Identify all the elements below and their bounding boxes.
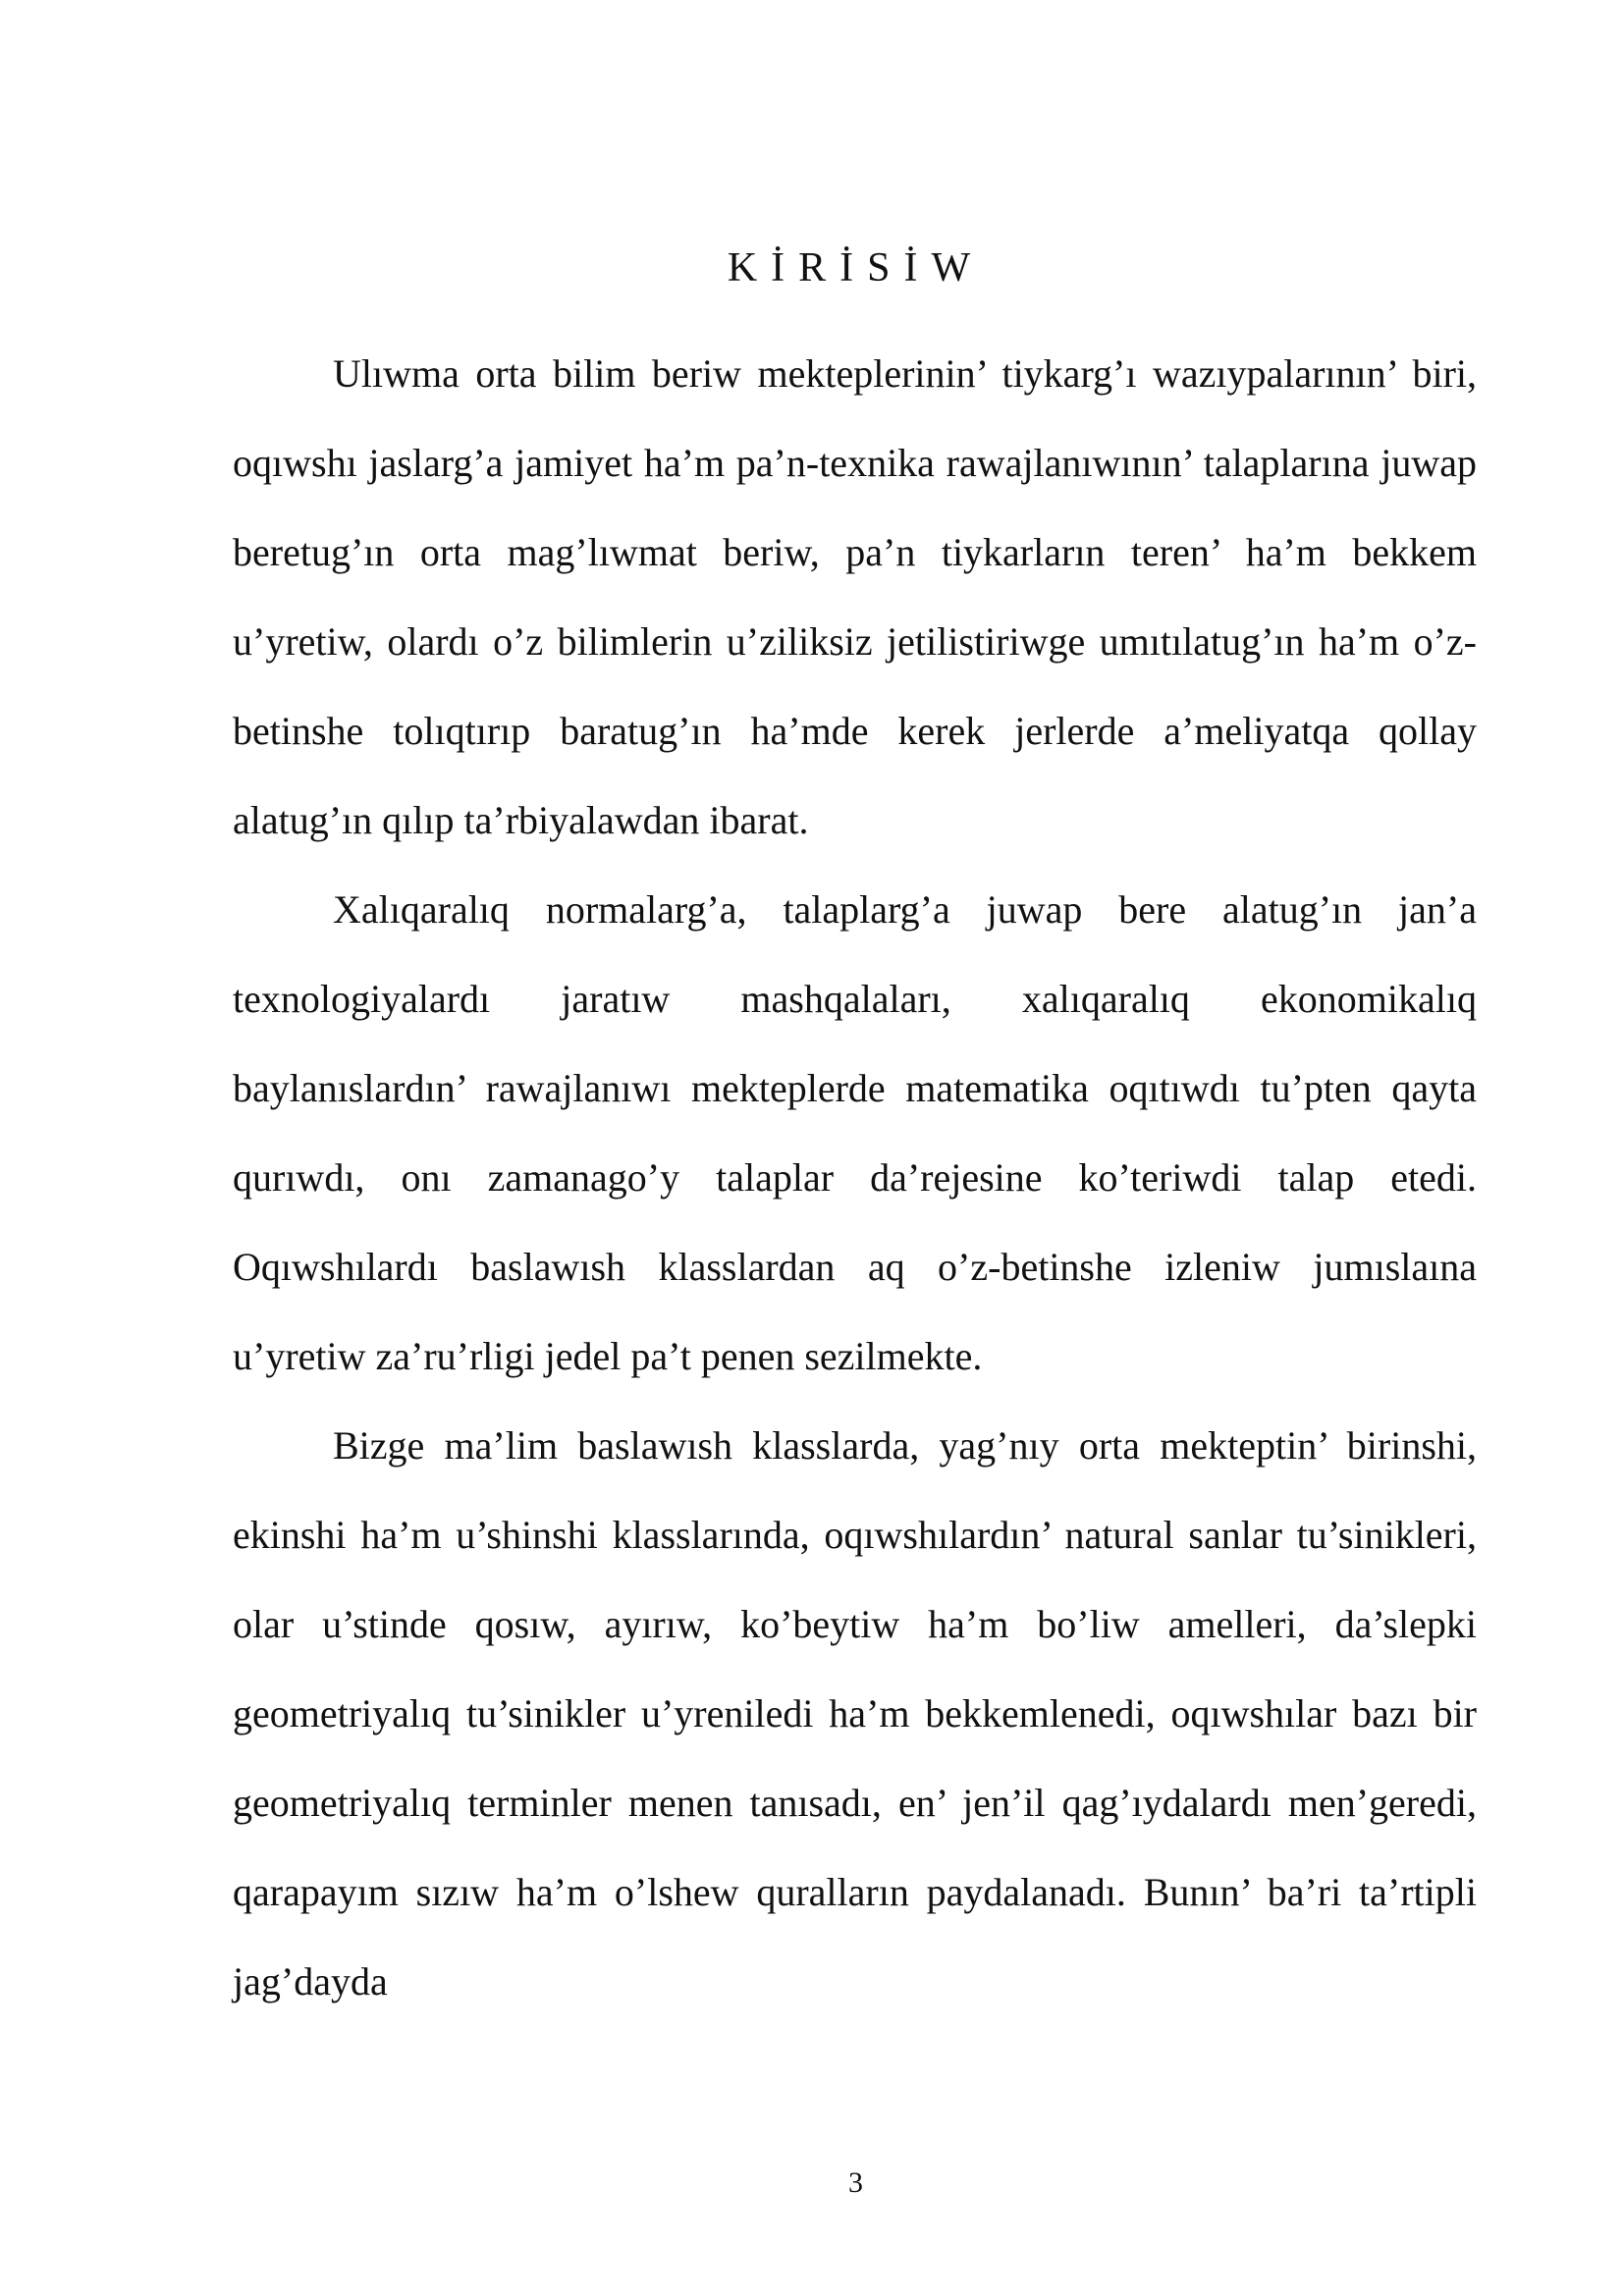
- paragraph: Xalıqaralıq normalarg’a, talaplarg’a juwap bere alatug’ın jan’a texnologiyalardı jaratıw mashqalaları, xalıqaralıq ekonomikalıq baylanıslardın’ rawajlanıwı mekteplerde matematika oqıtıwdı tu’pten qayta qurıwdı, onı zamanago’y talaplar da’rejesine ko’teriwdi talap etedi. Oqıwshılardı baslawısh klasslardan aq o’z-betinshe izleniw jumıslaına u’yretiw za’ru’rligi jedel pa’t penen sezilmekte.: [233, 887, 1477, 1378]
- paragraph: Bizge ma’lim baslawısh klasslarda, yag’nıy orta mekteptin’ birinshi, ekinshi ha’m u’shinshi klasslarında, oqıwshılardın’ natural sanlar tu’sinikleri, olar u’stinde qosıw, ayırıw, ko’beytiw ha’m bo’liw amelleri, da’slepki geometriyalıq tu’sinikler u’yreniledi ha’m bekkemlenedi, oqıwshılar bazı bir geometriyalıq terminler menen tanısadı, en’ jen’il qag’ıydalardı men’geredi, qarapayım sızıw ha’m o’lshew quralların paydalanadı. Bunın’ ba’ri ta’rtipli jag’dayda: [233, 1423, 1477, 2003]
- paragraph: Ulıwma orta bilim beriw mekteplerinin’ tiykarg’ı wazıypalarının’ biri, oqıwshı jaslarg’a jamiyet ha’m pa’n-texnika rawajlanıwının’ talaplarına juwap beretug’ın orta mag’lıwmat beriw, pa’n tiykarların teren’ ha’m bekkem u’yretiw, olardı o’z bilimlerin u’ziliksiz jetilistiriwge umıtılatug’ın ha’m o’z-betinshe tolıqtırıp baratug’ın ha’mde kerek jerlerde a’meliyatqa qollay alatug’ın qılıp ta’rbiyalawdan ibarat.: [233, 351, 1477, 842]
- body-text: [233, 329, 1477, 2026]
- page-number: 3: [848, 2166, 863, 2199]
- page-title: KİRİSİW: [727, 245, 985, 291]
